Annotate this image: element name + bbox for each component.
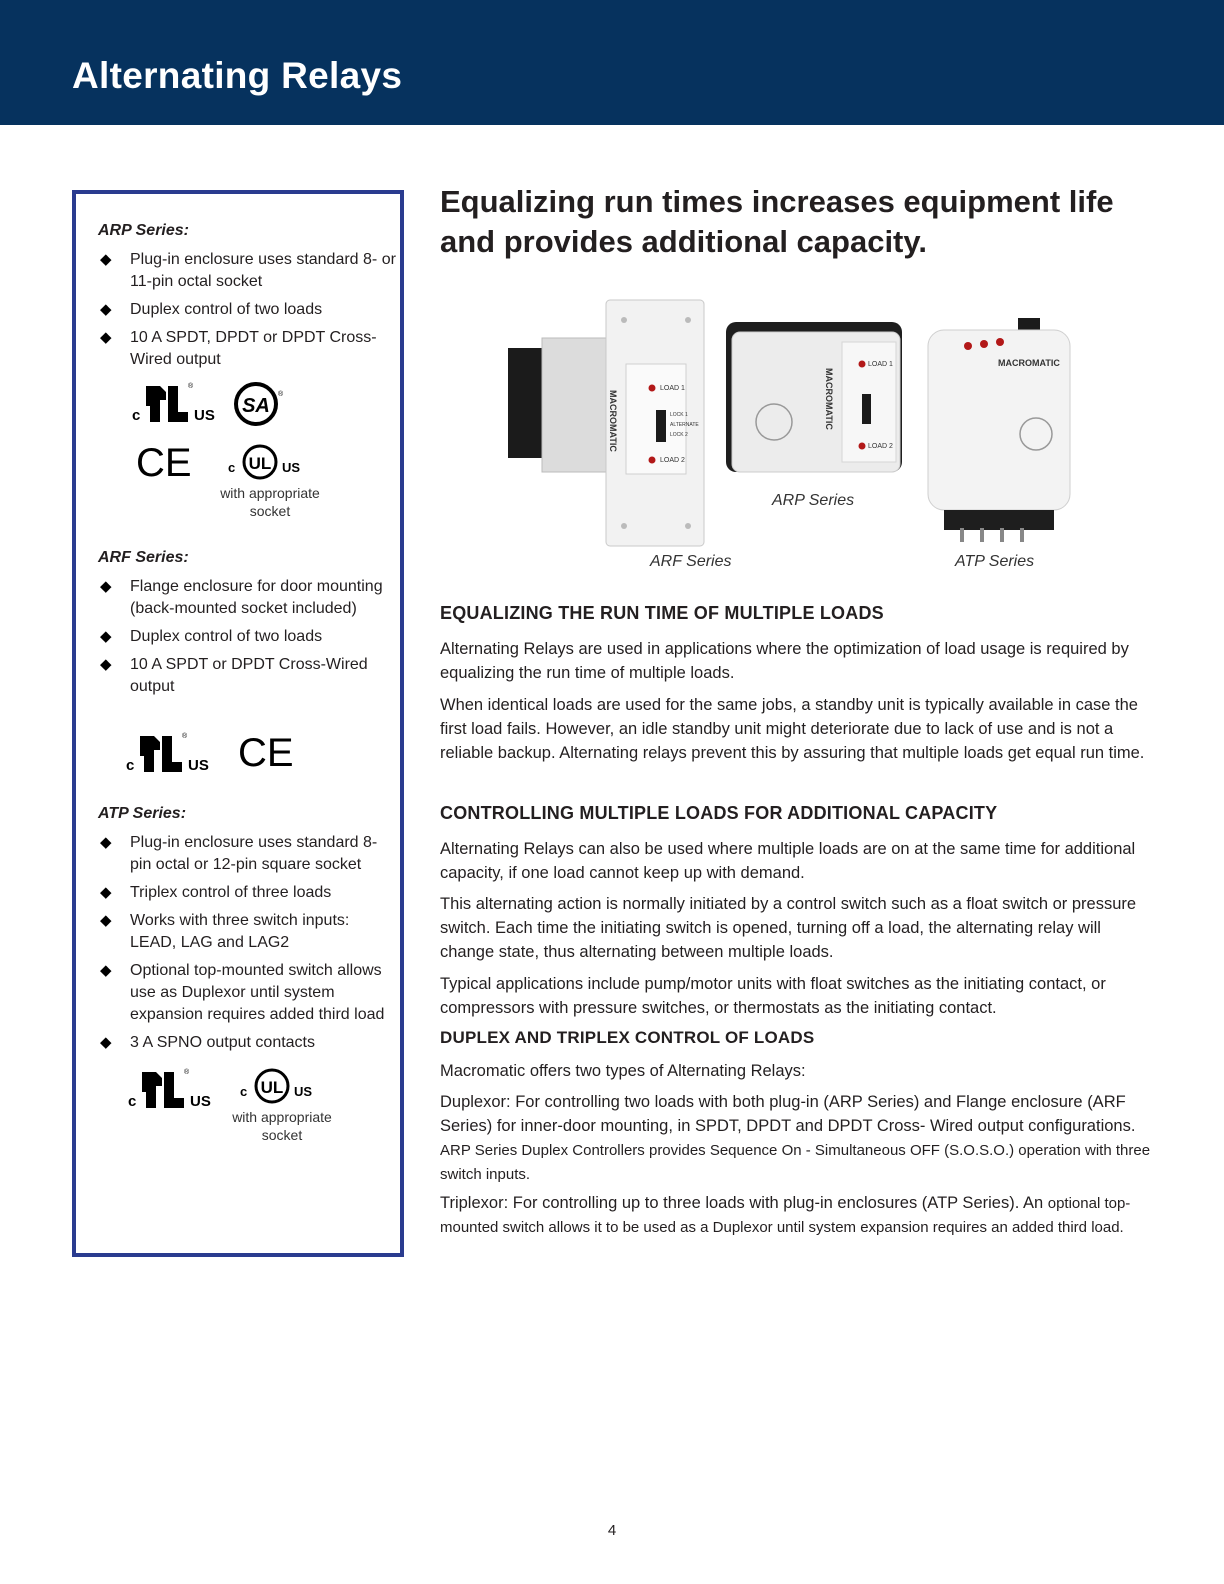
- diamond-bullet-icon: ◆: [100, 301, 112, 318]
- svg-text:c: c: [126, 757, 135, 774]
- svg-text:®: ®: [184, 1069, 190, 1076]
- list-item: ◆ 3 A SPNO output contacts: [100, 1034, 315, 1051]
- cru-us-mark-icon: [124, 730, 214, 776]
- svg-text:c: c: [128, 1093, 137, 1110]
- diamond-bullet-icon: ◆: [100, 962, 112, 979]
- csa-mark-icon: [234, 380, 284, 430]
- svg-text:CE: CE: [238, 731, 294, 775]
- triplexor-paragraph: [440, 1191, 1152, 1239]
- list-item: ◆ Duplex control of two loads: [100, 301, 323, 318]
- atp-bullet-list: [98, 832, 398, 1060]
- svg-text:LOCK 1: LOCK 1: [670, 412, 688, 418]
- svg-text:LOAD 1: LOAD 1: [660, 385, 685, 392]
- paragraph: Typical applications include pump/motor units with float switches as the initiating contact, or compressors with pressure switches, or thermostats as the initiating contact.: [440, 975, 1106, 1017]
- paragraph: Macromatic offers two types of Alternating Relays:: [440, 1062, 806, 1080]
- svg-text:LOCK 2: LOCK 2: [670, 432, 688, 438]
- section-heading: CONTROLLING MULTIPLE LOADS FOR ADDITIONAL CAPACITY: [440, 803, 998, 823]
- svg-text:LOAD 1: LOAD 1: [868, 361, 893, 368]
- arf-series-title: ARF Series:: [98, 549, 189, 566]
- section-heading: EQUALIZING THE RUN TIME OF MULTIPLE LOADS: [440, 603, 884, 623]
- list-item: ◆ Flange enclosure for door mounting (back-mounted socket included): [100, 578, 383, 617]
- svg-text:c: c: [132, 407, 141, 424]
- svg-text:c: c: [240, 1084, 248, 1099]
- svg-text:MACROMATIC: MACROMATIC: [608, 390, 618, 452]
- page-title: Alternating Relays: [72, 55, 403, 96]
- header-band: [0, 0, 1224, 125]
- svg-text:US: US: [282, 460, 301, 475]
- diamond-bullet-icon: ◆: [100, 912, 112, 929]
- svg-text:c: c: [228, 460, 236, 475]
- svg-text:®: ®: [188, 383, 194, 390]
- cru-us-mark-icon: [130, 380, 220, 426]
- list-item: ◆ Duplex control of two loads: [100, 628, 323, 645]
- diamond-bullet-icon: ◆: [100, 834, 112, 851]
- svg-text:ALTERNATE: ALTERNATE: [670, 422, 699, 428]
- ce-mark-icon: [134, 440, 192, 485]
- paragraph: Alternating Relays are used in applications where the optimization of load usage is required by equalizing the run time of multiple loads.: [440, 640, 1129, 682]
- arf-bullet-list: [98, 576, 398, 704]
- duplexor-small-text: ARP Series Duplex Controllers provides Sequence On - Simultaneous OFF (S.O.S.O.) operation with three switch inputs.: [440, 1142, 1151, 1183]
- list-item: ◆ Plug-in enclosure uses standard 8-pin octal or 12-pin square socket: [100, 834, 378, 873]
- list-item: ◆ Works with three switch inputs: LEAD, LAG and LAG2: [100, 912, 350, 951]
- svg-text:SA: SA: [242, 395, 270, 417]
- svg-text:MACROMATIC: MACROMATIC: [998, 358, 1060, 368]
- diamond-bullet-icon: ◆: [100, 329, 112, 346]
- paragraph: This alternating action is normally initiated by a control switch such as a float switch or pressure switch. Each time the initiating switch is opened, turning off a load, the alternating relay will change state, thus alternating between multiple loads.: [440, 895, 1137, 961]
- svg-text:LOAD 2: LOAD 2: [660, 457, 685, 464]
- svg-text:®: ®: [182, 733, 188, 740]
- triplexor-small-text: optional top-mounted switch allows it to be used as a Duplexor until system expansion requires an added third load.: [440, 1195, 1131, 1236]
- svg-text:CE: CE: [136, 441, 192, 485]
- svg-text:UL: UL: [248, 454, 272, 473]
- diamond-bullet-icon: ◆: [100, 1034, 112, 1051]
- svg-text:LOAD 2: LOAD 2: [868, 443, 893, 450]
- duplexor-paragraph: [440, 1090, 1152, 1186]
- c-ul-us-mark-icon: [226, 442, 306, 482]
- arp-cert-note: with appropriate socket: [220, 485, 320, 519]
- diamond-bullet-icon: ◆: [100, 884, 112, 901]
- atp-caption: ATP Series: [955, 553, 1035, 570]
- triplexor-main-text: Triplexor: For controlling up to three loads with plug-in enclosures (ATP Series). An: [440, 1194, 1044, 1212]
- duplexor-main-text: Duplexor: For controlling two loads with both plug-in (ARP Series) and Flange enclosure (ARF Series) for inner-door mounting, in SPDT, DPDT and DPDT Cross- Wired output configurations.: [440, 1093, 1136, 1135]
- list-item: ◆ Optional top-mounted switch allows use as Duplexor until system expansion requires added third load: [100, 962, 385, 1023]
- arf-relay-image: [506, 294, 716, 554]
- list-item: ◆ 10 A SPDT or DPDT Cross-Wired output: [100, 656, 368, 695]
- page-number: 4: [607, 1522, 617, 1539]
- cru-us-mark-icon: [126, 1066, 216, 1112]
- paragraph: Alternating Relays can also be used where multiple loads are on at the same time for additional capacity, if one load cannot keep up with demand.: [440, 840, 1136, 882]
- arp-series-title: ARP Series:: [98, 222, 189, 239]
- arp-relay-image: [722, 312, 912, 482]
- list-item: ◆ Plug-in enclosure uses standard 8- or 11-pin octal socket: [100, 251, 396, 290]
- svg-text:US: US: [190, 1093, 211, 1110]
- product-photos: [500, 290, 1100, 580]
- list-item: ◆ 10 A SPDT, DPDT or DPDT Cross-Wired output: [100, 329, 377, 368]
- section-heading: DUPLEX AND TRIPLEX CONTROL OF LOADS: [440, 1028, 815, 1047]
- svg-text:®: ®: [278, 391, 284, 398]
- ce-mark-icon: [236, 730, 294, 775]
- svg-text:US: US: [188, 757, 209, 774]
- atp-cert-note: with appropriate socket: [232, 1109, 332, 1143]
- svg-text:UL: UL: [260, 1078, 284, 1097]
- list-item: ◆ Triplex control of three loads: [100, 884, 332, 901]
- paragraph: When identical loads are used for the same jobs, a standby unit is typically available in case the first load fails. However, an idle standby unit might deteriorate due to lack of use and is not a reliable backup. Alternating relays prevent this by assuring that multiple loads get equal run time.: [440, 696, 1145, 762]
- svg-text:US: US: [294, 1084, 313, 1099]
- arf-caption: ARF Series: [650, 553, 732, 570]
- diamond-bullet-icon: ◆: [100, 628, 112, 645]
- arp-bullet-list: [98, 249, 398, 377]
- diamond-bullet-icon: ◆: [100, 251, 112, 268]
- c-ul-us-mark-icon: [238, 1066, 318, 1106]
- arp-caption: ARP Series: [772, 492, 855, 509]
- headline: Equalizing run times increases equipment life and provides additional capacity.: [440, 184, 1114, 259]
- diamond-bullet-icon: ◆: [100, 578, 112, 595]
- svg-text:US: US: [194, 407, 215, 424]
- atp-relay-image: [924, 316, 1084, 546]
- diamond-bullet-icon: ◆: [100, 656, 112, 673]
- atp-series-title: ATP Series:: [98, 805, 187, 822]
- svg-text:MACROMATIC: MACROMATIC: [824, 368, 834, 430]
- series-sidebar: [72, 190, 404, 1257]
